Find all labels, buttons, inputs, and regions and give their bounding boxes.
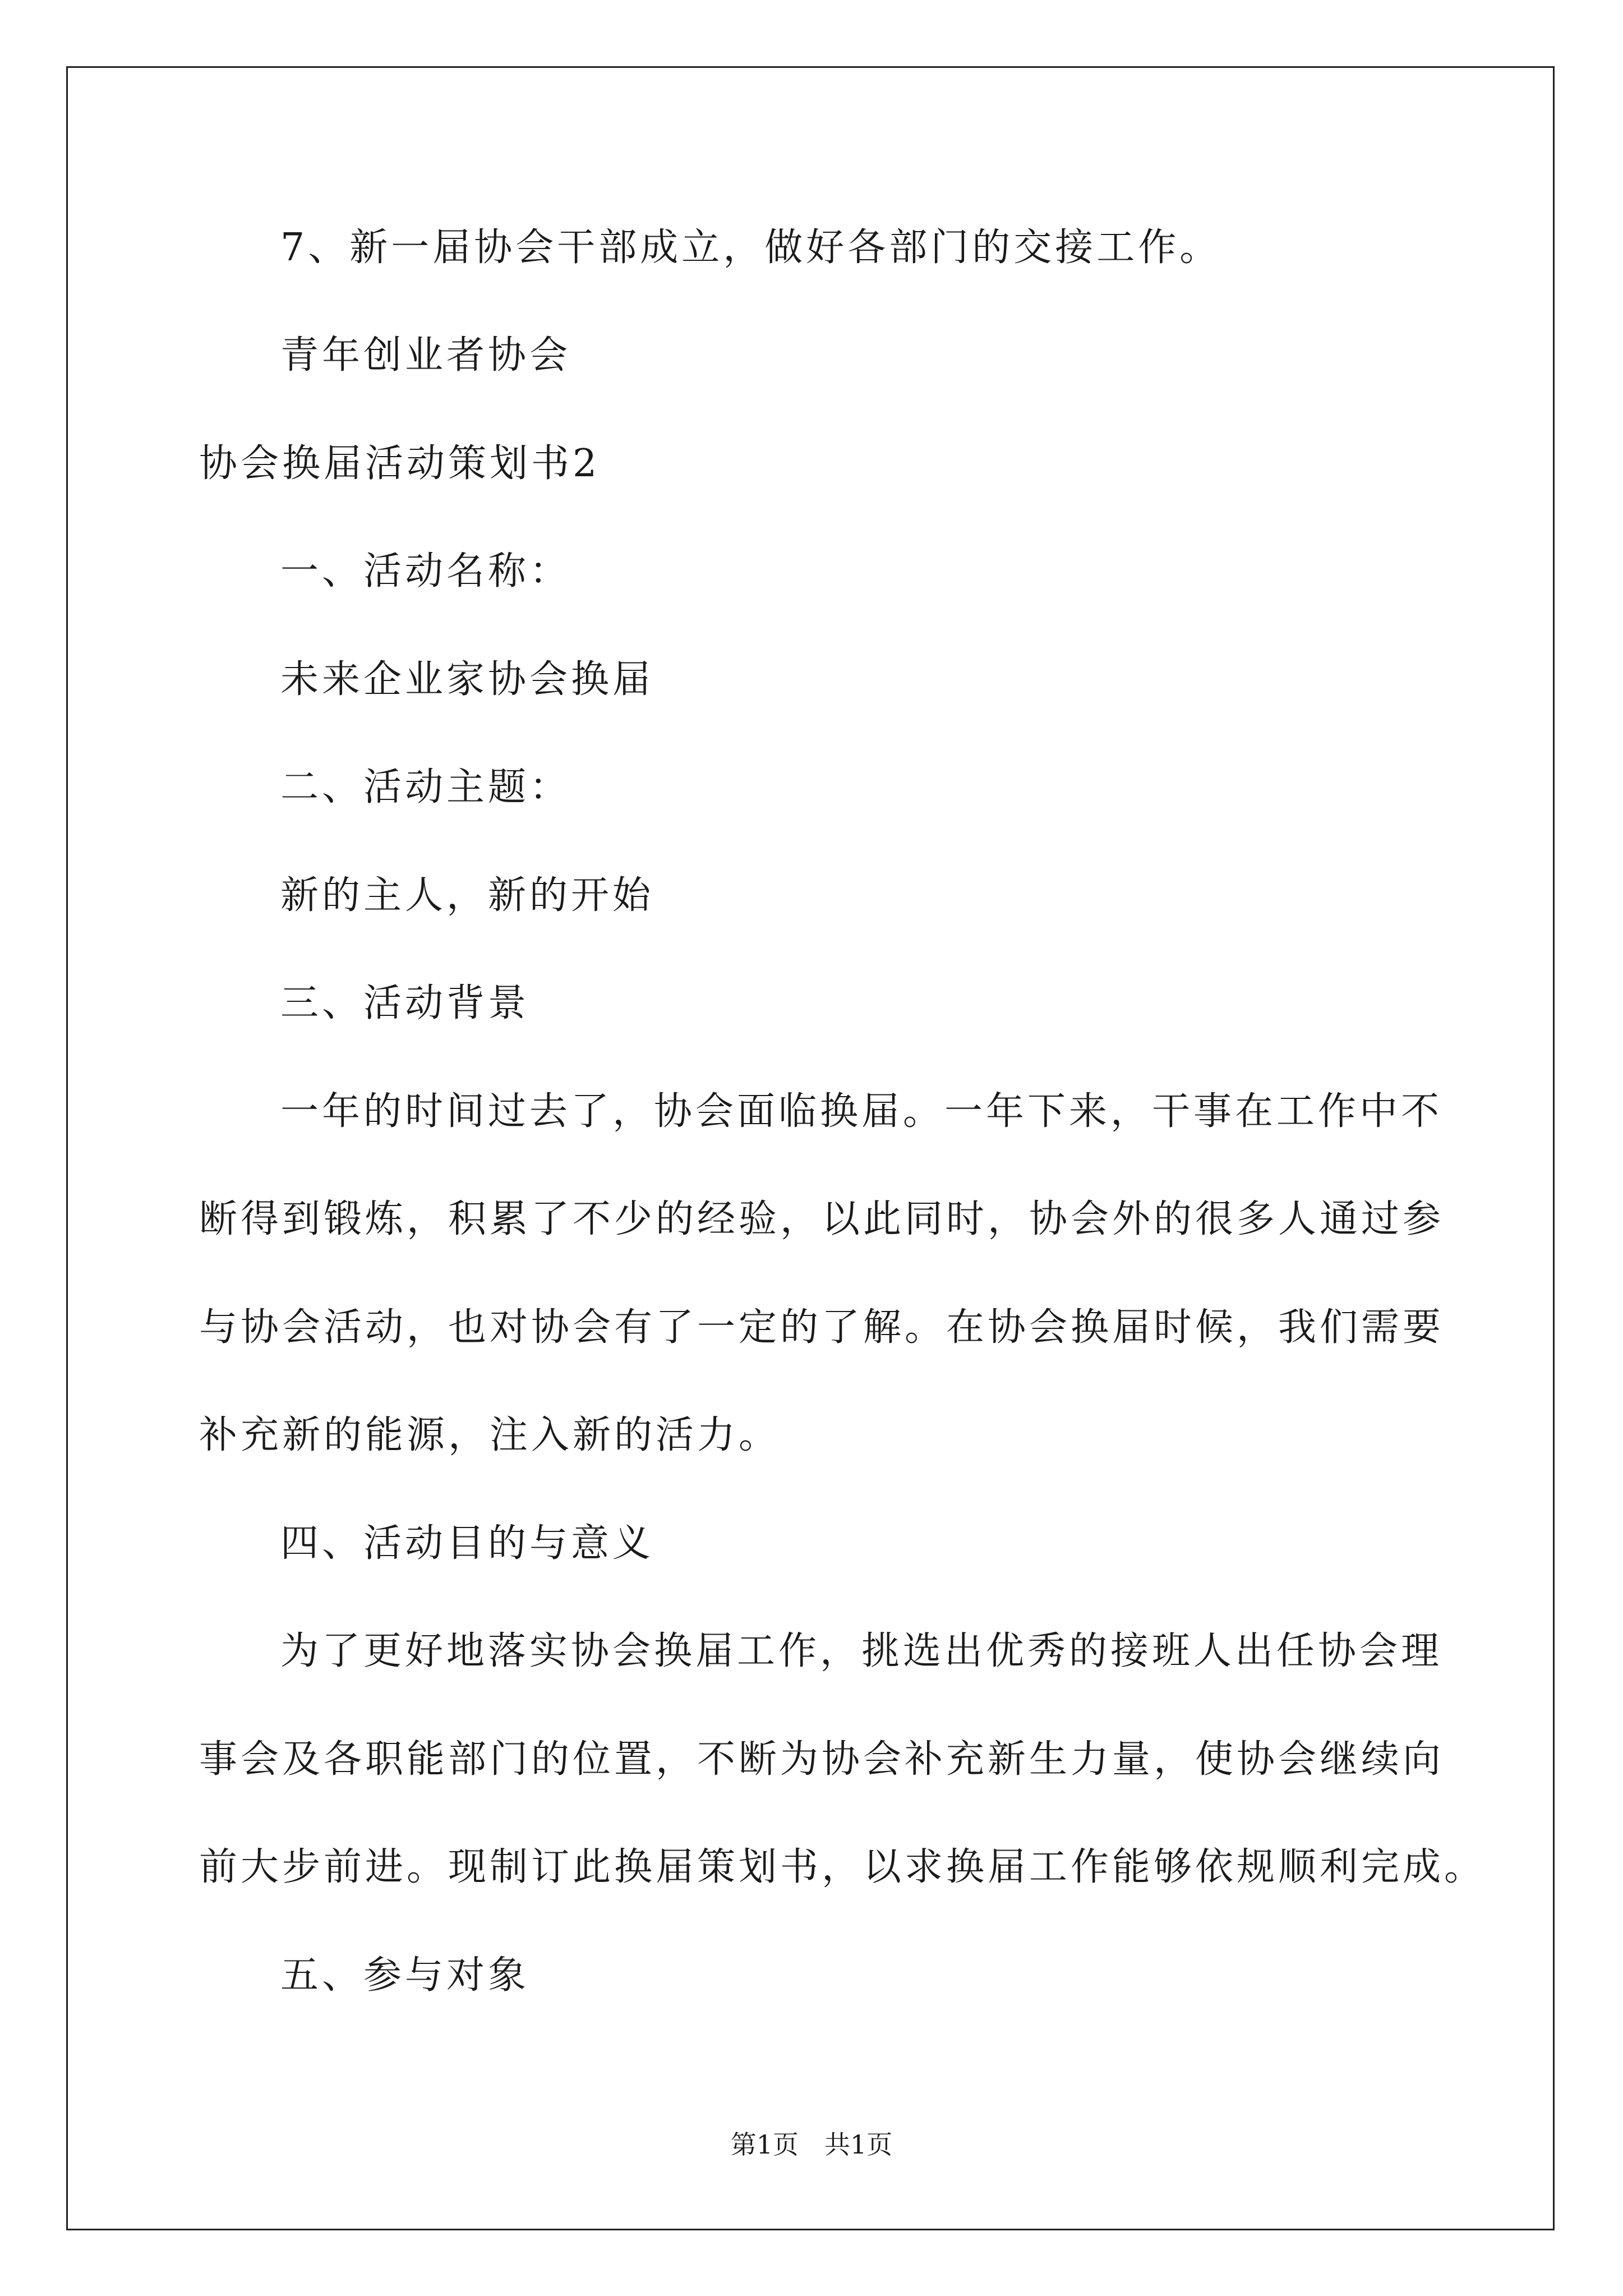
text-line-7: 新的主人，新的开始 [280,873,654,918]
text-line-10: 断得到锻炼，积累了不少的经验，以此同时，协会外的很多人通过参 [199,1197,1445,1241]
text-line-16: 前大步前进。现制订此换届策划书，以求换届工作能够依规顺利完成。 [199,1845,1486,1889]
text-line-2: 青年创业者协会 [280,333,571,378]
text-line-5: 未来企业家协会换届 [280,657,654,702]
text-line-11: 与协会活动，也对协会有了一定的了解。在协会换届时候，我们需要 [199,1305,1445,1350]
text-line-8: 三、活动背景 [280,981,530,1025]
page-footer: 第1页 共1页 [730,2129,893,2160]
text-line-1: 7、新一届协会干部成立，做好各部门的交接工作。 [280,226,1221,270]
text-line-4: 一、活动名称： [280,549,571,593]
text-line-9: 一年的时间过去了，协会面临换届。一年下来，干事在工作中不 [280,1089,1443,1134]
section-heading: 协会换届活动策划书2 [199,441,601,486]
text-line-12: 补充新的能源，注入新的活力。 [199,1413,781,1457]
text-line-15: 事会及各职能部门的位置，不断为协会补充新生力量，使协会继续向 [199,1737,1445,1782]
text-line-14: 为了更好地落实协会换届工作，挑选出优秀的接班人出任协会理 [280,1629,1443,1673]
text-line-13: 四、活动目的与意义 [280,1521,654,1566]
text-line-17: 五、参与对象 [280,1953,530,1998]
page-border [66,66,1555,2230]
text-line-6: 二、活动主题： [280,765,571,809]
